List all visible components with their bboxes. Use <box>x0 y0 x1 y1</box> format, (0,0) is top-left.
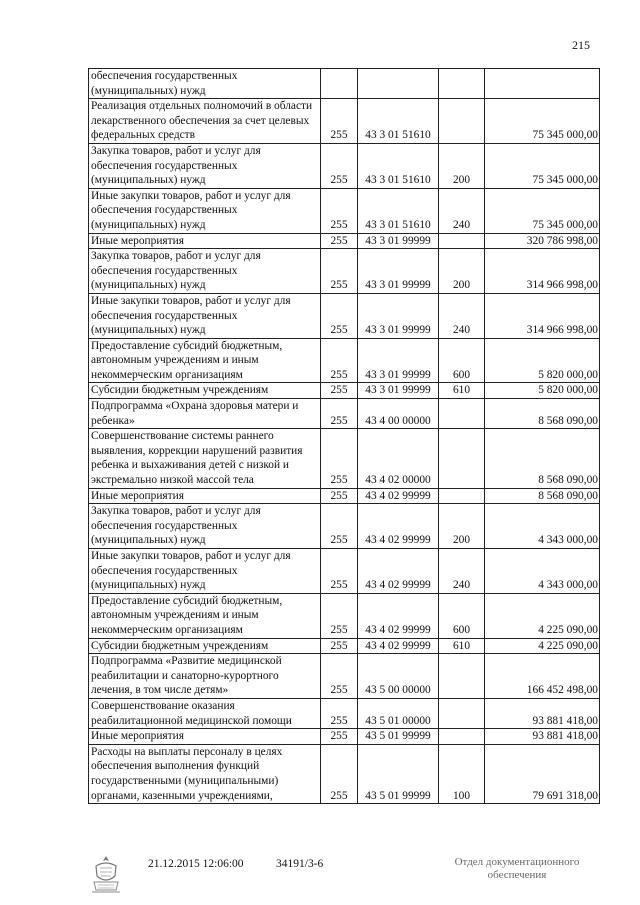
table-row <box>89 488 600 504</box>
table-row <box>89 338 600 383</box>
budget-table <box>88 68 600 804</box>
cell-sum: 314 966 998,00 <box>485 249 600 294</box>
table-row <box>89 593 600 638</box>
cell-sum: 4 225 090,00 <box>485 638 600 654</box>
cell-sum: 4 225 090,00 <box>485 593 600 638</box>
cell-code: 43 3 01 99999 <box>358 249 439 294</box>
cell-dept: 255 <box>321 188 358 233</box>
cell-dept: 255 <box>321 233 358 249</box>
cell-sum: 320 786 998,00 <box>485 233 600 249</box>
table-row <box>89 549 600 594</box>
cell-type: 600 <box>439 338 485 383</box>
cell-code: 43 3 01 99999 <box>358 338 439 383</box>
cell-type <box>439 233 485 249</box>
cell-code: 43 5 01 00000 <box>358 698 439 728</box>
cell-name: Субсидии бюджетным учреждениям <box>89 383 321 399</box>
coat-of-arms-icon <box>88 854 124 896</box>
cell-type <box>439 488 485 504</box>
cell-type: 200 <box>439 249 485 294</box>
cell-dept: 255 <box>321 504 358 549</box>
cell-sum: 79 691 318,00 <box>485 744 600 803</box>
cell-name: Расходы на выплаты персоналу в целях обеспечения выполнения функций государственными (муниципальными) органами, казенными учреждениями, <box>89 744 321 803</box>
cell-dept: 255 <box>321 429 358 488</box>
cell-code <box>358 69 439 99</box>
budget-table-body <box>89 69 600 804</box>
table-row <box>89 188 600 233</box>
cell-code: 43 3 01 99999 <box>358 383 439 399</box>
cell-code: 43 4 00 00000 <box>358 399 439 429</box>
cell-name: Иные закупки товаров, работ и услуг для обеспечения государственных (муниципальных) нужд <box>89 549 321 594</box>
cell-type <box>439 654 485 699</box>
cell-name: Предоставление субсидий бюджетным, автономным учреждениям и иным некоммерческим организациям <box>89 593 321 638</box>
cell-code: 43 4 02 99999 <box>358 549 439 594</box>
cell-type <box>439 429 485 488</box>
cell-dept: 255 <box>321 654 358 699</box>
table-row <box>89 744 600 803</box>
cell-name: Закупка товаров, работ и услуг для обеспечения государственных (муниципальных) нужд <box>89 249 321 294</box>
cell-code: 43 3 01 51610 <box>358 188 439 233</box>
cell-code: 43 4 02 99999 <box>358 638 439 654</box>
cell-code: 43 3 01 99999 <box>358 233 439 249</box>
cell-type <box>439 69 485 99</box>
cell-name: Иные мероприятия <box>89 233 321 249</box>
cell-dept: 255 <box>321 549 358 594</box>
cell-sum: 5 820 000,00 <box>485 338 600 383</box>
cell-sum: 4 343 000,00 <box>485 549 600 594</box>
table-row <box>89 504 600 549</box>
cell-name: Закупка товаров, работ и услуг для обеспечения государственных (муниципальных) нужд <box>89 504 321 549</box>
cell-sum: 93 881 418,00 <box>485 729 600 745</box>
cell-type <box>439 399 485 429</box>
table-row <box>89 638 600 654</box>
cell-type: 600 <box>439 593 485 638</box>
cell-code: 43 3 01 51610 <box>358 143 439 188</box>
table-row <box>89 293 600 338</box>
cell-type: 100 <box>439 744 485 803</box>
table-row <box>89 654 600 699</box>
cell-name: Закупка товаров, работ и услуг для обеспечения государственных (муниципальных) нужд <box>89 143 321 188</box>
cell-name: Подпрограмма «Развитие медицинской реабилитации и санаторно-курортного лечения, в том числе детям» <box>89 654 321 699</box>
cell-code: 43 4 02 99999 <box>358 593 439 638</box>
cell-name: Совершенствование системы раннего выявления, коррекции нарушений развития ребенка и выхаживания детей с низкой и экстремально низкой массой тела <box>89 429 321 488</box>
cell-dept: 255 <box>321 744 358 803</box>
cell-dept: 255 <box>321 99 358 144</box>
page-number: 215 <box>572 38 590 52</box>
cell-dept: 255 <box>321 143 358 188</box>
cell-type: 240 <box>439 549 485 594</box>
footer-doc-number: 34191/3-6 <box>276 858 324 870</box>
page-footer <box>0 850 640 900</box>
cell-sum: 8 568 090,00 <box>485 429 600 488</box>
cell-name: Иные мероприятия <box>89 488 321 504</box>
cell-sum: 166 452 498,00 <box>485 654 600 699</box>
footer-timestamp: 21.12.2015 12:06:00 <box>148 858 244 870</box>
cell-name: Иные закупки товаров, работ и услуг для обеспечения государственных (муниципальных) нужд <box>89 293 321 338</box>
cell-dept: 255 <box>321 638 358 654</box>
cell-type <box>439 729 485 745</box>
cell-code: 43 4 02 00000 <box>358 429 439 488</box>
cell-dept: 255 <box>321 488 358 504</box>
cell-dept: 255 <box>321 383 358 399</box>
table-row <box>89 233 600 249</box>
cell-type: 240 <box>439 188 485 233</box>
cell-type: 200 <box>439 143 485 188</box>
table-row <box>89 383 600 399</box>
cell-sum: 75 345 000,00 <box>485 143 600 188</box>
cell-sum: 5 820 000,00 <box>485 383 600 399</box>
cell-dept: 255 <box>321 338 358 383</box>
cell-code: 43 3 01 99999 <box>358 293 439 338</box>
table-row <box>89 249 600 294</box>
cell-name: Субсидии бюджетным учреждениям <box>89 638 321 654</box>
table-row <box>89 143 600 188</box>
cell-sum: 4 343 000,00 <box>485 504 600 549</box>
cell-sum: 93 881 418,00 <box>485 698 600 728</box>
table-row <box>89 698 600 728</box>
cell-name: обеспечения государственных (муниципальных) нужд <box>89 69 321 99</box>
footer-department: Отдел документационного обеспечения <box>454 856 580 881</box>
cell-dept: 255 <box>321 399 358 429</box>
cell-name: Реализация отдельных полномочий в области лекарственного обеспечения за счет целевых федеральных средств <box>89 99 321 144</box>
cell-type: 610 <box>439 638 485 654</box>
cell-type: 200 <box>439 504 485 549</box>
table-row <box>89 99 600 144</box>
table-row <box>89 429 600 488</box>
cell-code: 43 4 02 99999 <box>358 488 439 504</box>
cell-name: Иные мероприятия <box>89 729 321 745</box>
cell-code: 43 5 01 99999 <box>358 729 439 745</box>
cell-type <box>439 698 485 728</box>
cell-sum: 75 345 000,00 <box>485 99 600 144</box>
cell-dept: 255 <box>321 293 358 338</box>
cell-sum: 8 568 090,00 <box>485 488 600 504</box>
table-row <box>89 729 600 745</box>
cell-dept: 255 <box>321 729 358 745</box>
cell-type: 610 <box>439 383 485 399</box>
cell-sum: 75 345 000,00 <box>485 188 600 233</box>
cell-name: Подпрограмма «Охрана здоровья матери и ребенка» <box>89 399 321 429</box>
cell-dept: 255 <box>321 698 358 728</box>
cell-sum: 8 568 090,00 <box>485 399 600 429</box>
cell-type: 240 <box>439 293 485 338</box>
cell-type <box>439 99 485 144</box>
table-row <box>89 399 600 429</box>
cell-sum: 314 966 998,00 <box>485 293 600 338</box>
cell-sum <box>485 69 600 99</box>
cell-code: 43 5 00 00000 <box>358 654 439 699</box>
cell-dept: 255 <box>321 593 358 638</box>
cell-code: 43 5 01 99999 <box>358 744 439 803</box>
cell-dept <box>321 69 358 99</box>
cell-name: Совершенствование оказания реабилитационной медицинской помощи <box>89 698 321 728</box>
cell-dept: 255 <box>321 249 358 294</box>
cell-name: Иные закупки товаров, работ и услуг для обеспечения государственных (муниципальных) нужд <box>89 188 321 233</box>
cell-code: 43 4 02 99999 <box>358 504 439 549</box>
cell-code: 43 3 01 51610 <box>358 99 439 144</box>
table-row <box>89 69 600 99</box>
cell-name: Предоставление субсидий бюджетным, автономным учреждениям и иным некоммерческим организациям <box>89 338 321 383</box>
